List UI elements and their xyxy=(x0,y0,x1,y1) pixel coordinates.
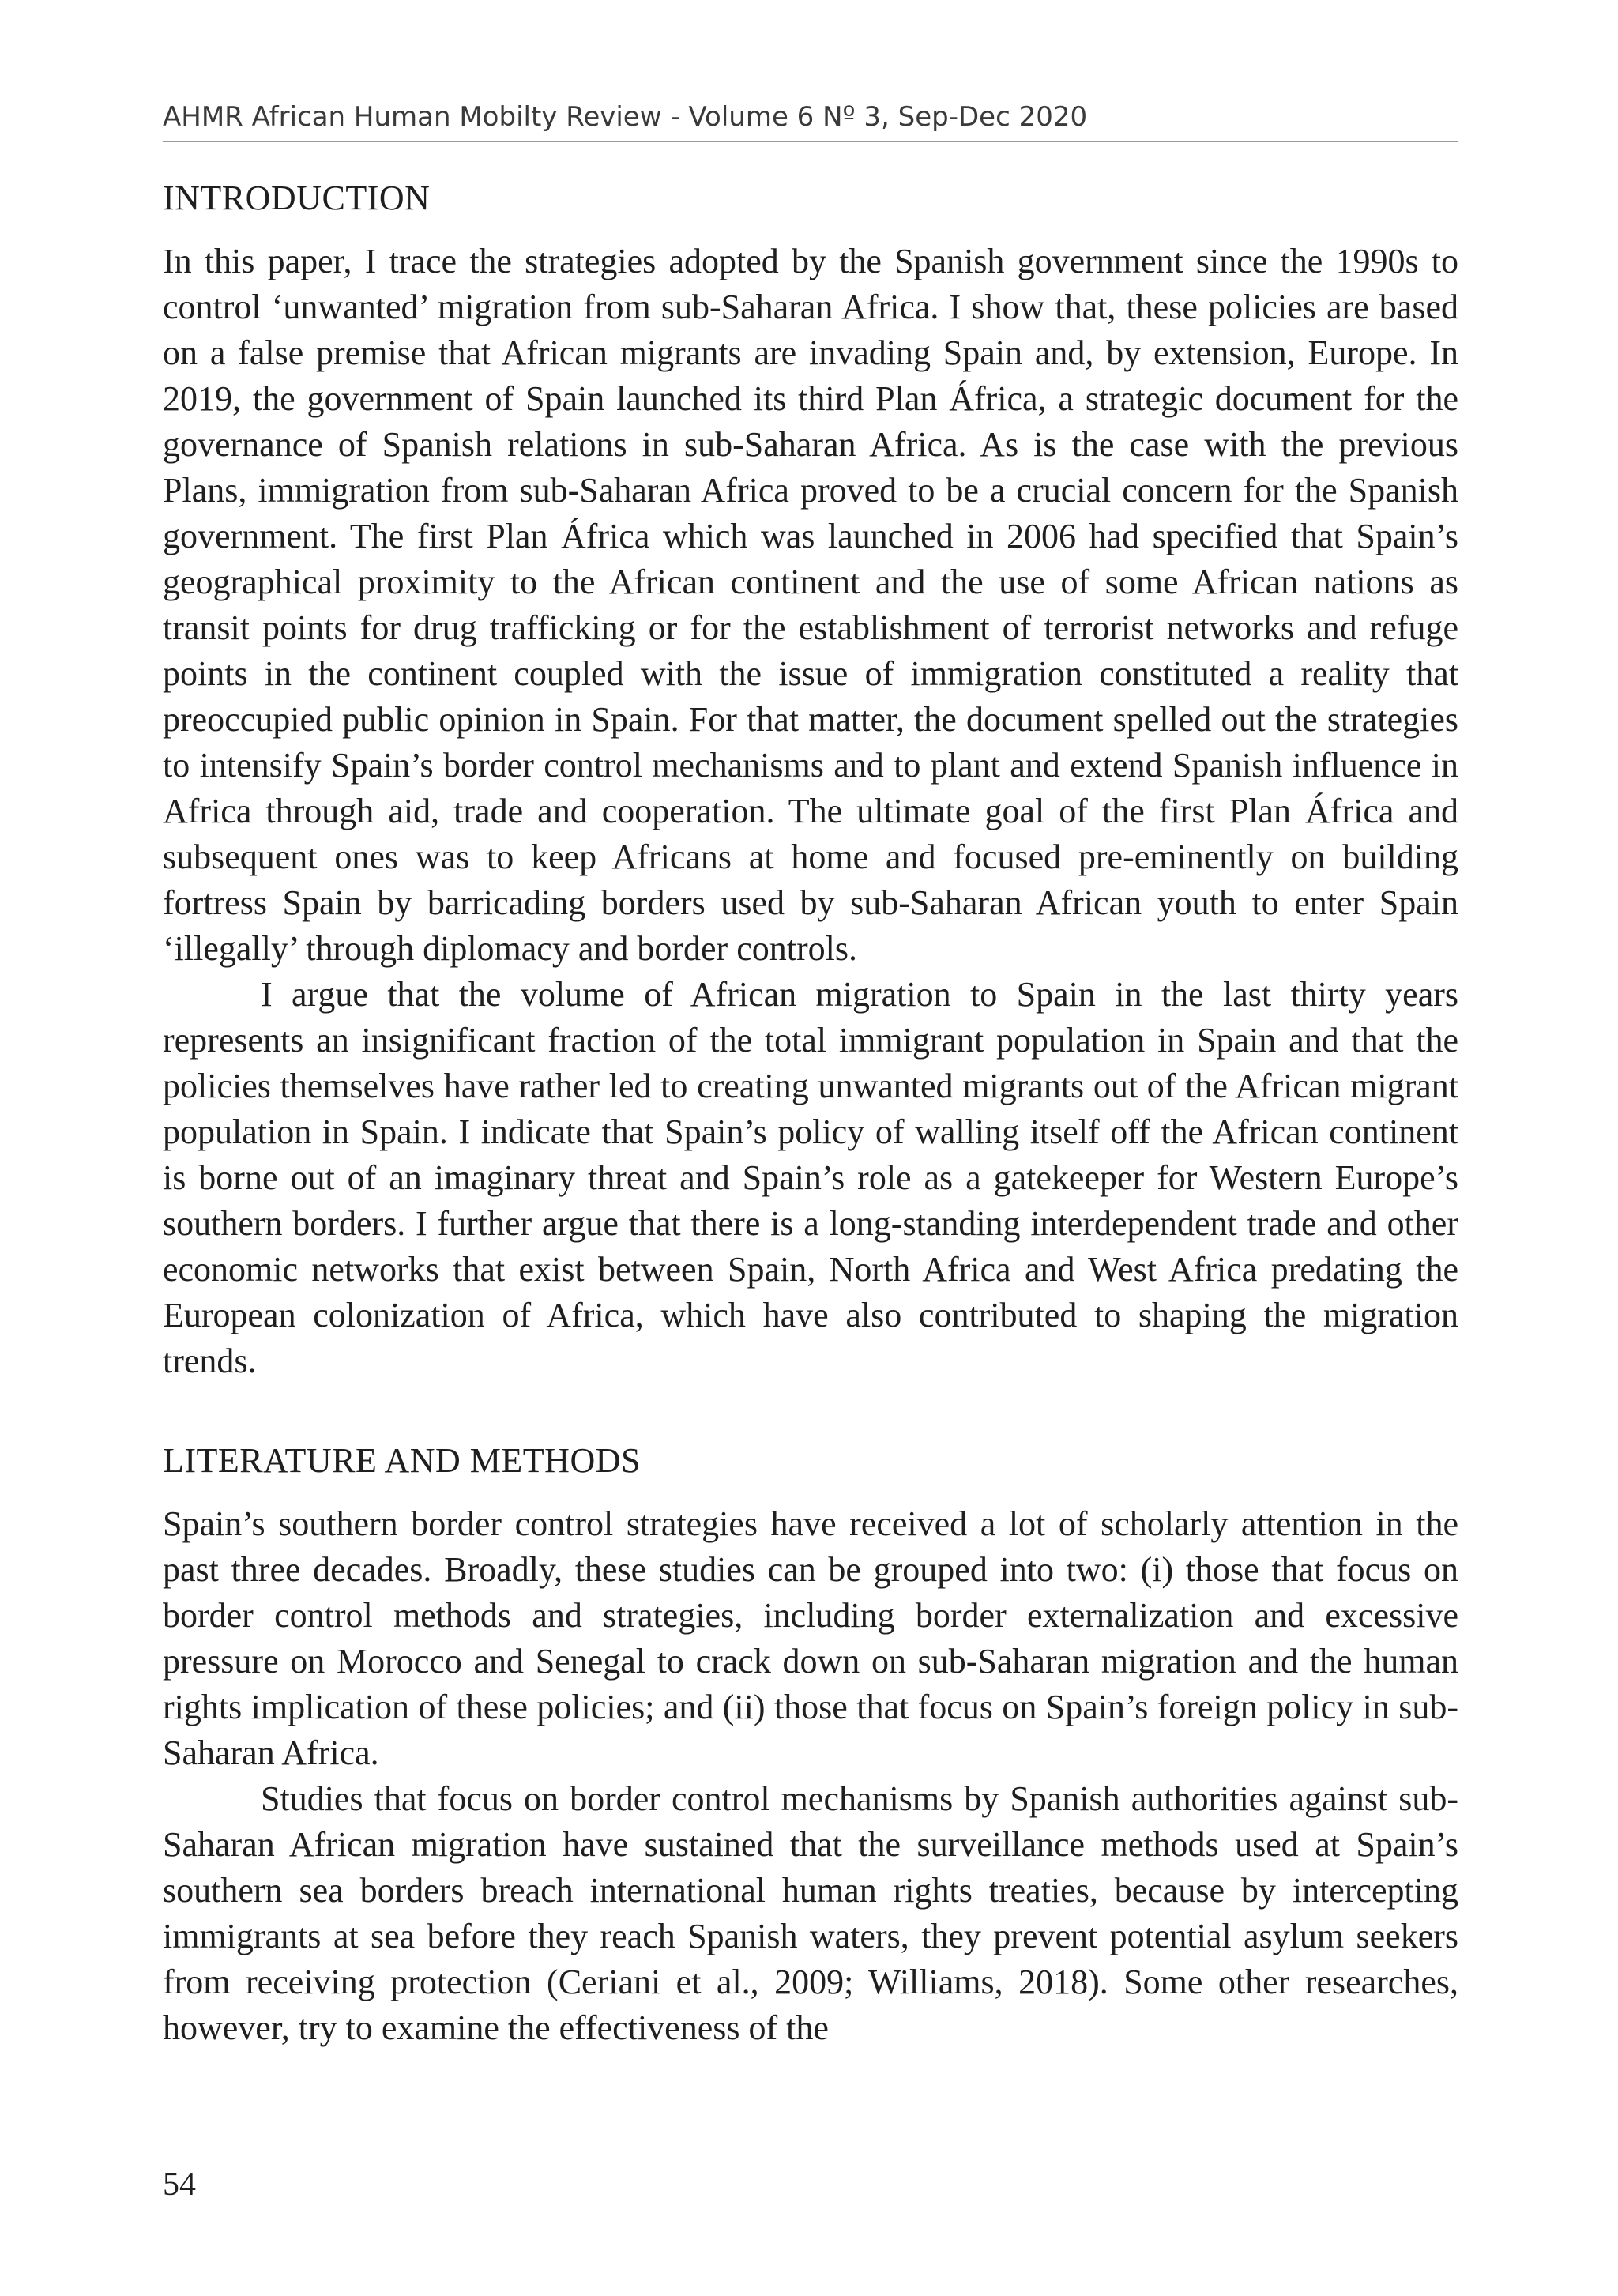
paragraph-literature-2: Studies that focus on border control mechanisms by Spanish authorities against sub-Saharan African migration have sustained that the surveillance methods used at Spain’s southern sea borders breach international human rights treaties, because by intercepting immigrants at sea before they reach Spanish waters, they prevent potential asylum seekers from receiving protection (Ceriani et al., 2009; Williams, 2018). Some other researches, however, try to examine the effectiveness of the xyxy=(163,1779,1458,2047)
paragraph-introduction-1: In this paper, I trace the strategies adopted by the Spanish government since the 1990s to control ‘unwanted’ migration from sub-Saharan Africa. I show that, these policies are based on a false premise that African migrants are invading Spain and, by extension, Europe. In 2019, the government of Spain launched its third Plan África, a strategic document for the governance of Spanish relations in sub-Saharan Africa. As is the case with the previous Plans, immigration from sub-Saharan Africa proved to be a crucial concern for the Spanish government. The first Plan África which was launched in 2006 had specified that Spain’s geographical proximity to the African continent and the use of some African nations as transit points for drug trafficking or for the establishment of terrorist networks and refuge points in the continent coupled with the issue of immigration constituted a reality that preoccupied public opinion in Spain. For that matter, the document spelled out the strategies to intensify Spain’s border control mechanisms and to plant and extend Spanish influence in Africa through aid, trade and cooperation. The ultimate goal of the first Plan África and subsequent ones was to keep Africans at home and focused pre-eminently on building fortress Spain by barricading borders used by sub-Saharan African youth to enter Spain ‘illegally’ through diplomacy and border controls. xyxy=(163,242,1458,968)
paragraph-introduction-2: I argue that the volume of African migration to Spain in the last thirty years represents an insignificant fraction of the total immigrant population in Spain and that the policies themselves have rather led to creating unwanted migrants out of the African migrant population in Spain. I indicate that Spain’s policy of walling itself off the African continent is borne out of an imaginary threat and Spain’s role as a gatekeeper for Western Europe’s southern borders. I further argue that there is a long-standing interdependent trade and other economic networks that exist between Spain, North Africa and West Africa predating the European colonization of Africa, which have also contributed to shaping the migration trends. xyxy=(163,975,1458,1380)
article-body xyxy=(163,175,1458,2051)
paragraph-literature-1: Spain’s southern border control strategies have received a lot of scholarly attention in the past three decades. Broadly, these studies can be grouped into two: (i) those that focus on border control methods and strategies, including border externalization and excessive pressure on Morocco and Senegal to crack down on sub-Saharan migration and the human rights implication of these policies; and (ii) those that focus on Spain’s foreign policy in sub-Saharan Africa. xyxy=(163,1504,1458,1772)
section-heading-literature-and-methods: LITERATURE AND METHODS xyxy=(163,1441,641,1480)
running-header: AHMR African Human Mobilty Review - Volume 6 Nº 3, Sep-Dec 2020 xyxy=(163,101,1458,142)
section-heading-introduction: INTRODUCTION xyxy=(163,179,431,217)
page-number: 54 xyxy=(163,2166,196,2203)
